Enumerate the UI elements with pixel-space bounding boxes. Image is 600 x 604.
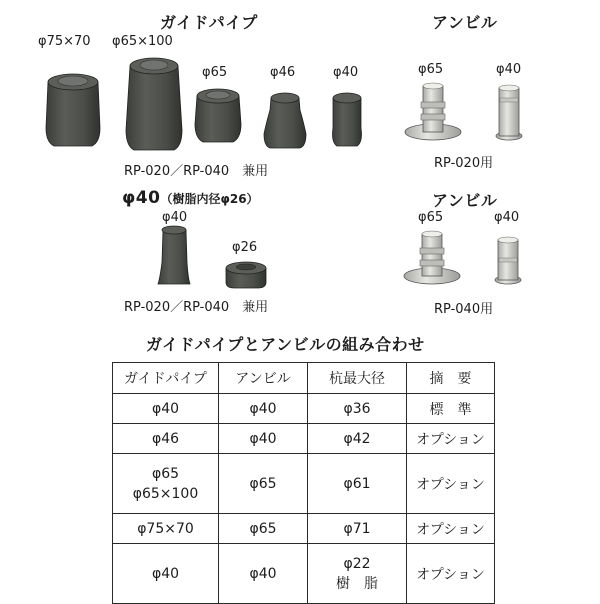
- model-caption-mid: RP-020／RP-040 兼用: [124, 300, 269, 315]
- cell-anvil: φ40: [219, 544, 308, 604]
- anvil-65-rp040: [404, 231, 460, 284]
- cell-guide-line: φ40: [151, 400, 180, 417]
- cell-note: オプション: [407, 544, 495, 604]
- anvil-label-65-top: φ65: [418, 62, 444, 77]
- cell-guide: [113, 544, 219, 604]
- cell-guide-line: φ65: [151, 465, 180, 482]
- cell-anvil: φ40: [219, 424, 308, 454]
- cell-note: オプション: [407, 454, 495, 514]
- pipe-label-65x100: φ65×100: [112, 34, 173, 49]
- cell-anvil: φ65: [219, 454, 308, 514]
- pipe-label-65: φ65: [202, 65, 228, 80]
- cell-max-line: 樹 脂: [336, 575, 378, 592]
- model-caption-anvil-top: RP-020用: [434, 156, 494, 171]
- cell-max: [308, 544, 407, 604]
- combination-table-title: ガイドパイプとアンビルの組み合わせ: [146, 335, 425, 354]
- anvil-40-rp020: [496, 85, 522, 140]
- pipe-label-40: φ40: [333, 65, 359, 80]
- table-row: [113, 514, 495, 544]
- guide-pipe-header: ガイドパイプ: [160, 13, 258, 32]
- cell-guide: [113, 424, 219, 454]
- anvil-40-rp040: [495, 237, 521, 284]
- cell-max-line: φ36: [343, 400, 371, 417]
- cell-max-line: φ22: [343, 555, 371, 572]
- pipe-label-46: φ46: [270, 65, 296, 80]
- resin-pipe-40: [158, 226, 190, 284]
- pipe-46: [264, 93, 306, 148]
- cell-note: オプション: [407, 514, 495, 544]
- anvil-header-bottom: アンビル: [432, 191, 498, 210]
- cell-max: [308, 424, 407, 454]
- col-guide-pipe: ガイドパイプ: [113, 363, 219, 394]
- cell-max: [308, 514, 407, 544]
- resin-header: [122, 188, 259, 208]
- model-caption-anvil-bottom: RP-040用: [434, 302, 494, 317]
- cell-max: [308, 394, 407, 424]
- anvil-65-rp020: [405, 83, 461, 140]
- col-max-pile-diameter: 杭最大径: [308, 363, 407, 394]
- table-row: [113, 394, 495, 424]
- cell-note: 標 準: [407, 394, 495, 424]
- cell-guide-line: φ40: [151, 565, 180, 582]
- cell-max-line: φ71: [343, 520, 371, 537]
- col-remarks: 摘 要: [407, 363, 495, 394]
- cell-max-line: φ61: [343, 475, 371, 492]
- combination-table: [112, 362, 495, 604]
- cell-max-line: φ42: [343, 430, 371, 447]
- anvil-label-65-bottom: φ65: [418, 210, 444, 225]
- model-caption-top: RP-020／RP-040 兼用: [124, 164, 269, 179]
- pipe-75x70: [46, 74, 100, 146]
- cell-max: [308, 454, 407, 514]
- pipe-label-75x70: φ75×70: [38, 34, 91, 49]
- cell-guide-line: φ46: [151, 430, 180, 447]
- resin-cap-26: [226, 262, 266, 288]
- anvil-label-40-top: φ40: [496, 62, 522, 77]
- table-row: [113, 424, 495, 454]
- pipe-40: [333, 93, 362, 146]
- resin-label-26: φ26: [232, 240, 258, 255]
- cell-note: オプション: [407, 424, 495, 454]
- cell-anvil: φ40: [219, 394, 308, 424]
- col-anvil: アンビル: [219, 363, 308, 394]
- cell-guide-line: φ75×70: [137, 520, 194, 537]
- pipe-65x100: [126, 58, 182, 150]
- resin-header-note: （樹脂内径φ26）: [160, 192, 259, 206]
- cell-guide: [113, 514, 219, 544]
- anvil-label-40-bottom: φ40: [494, 210, 520, 225]
- table-row: [113, 544, 495, 604]
- resin-header-main: φ40: [122, 188, 161, 208]
- cell-guide: [113, 394, 219, 424]
- table-row: [113, 454, 495, 514]
- pipe-65: [195, 89, 241, 142]
- cell-guide-line: φ65×100: [132, 485, 199, 502]
- anvil-header-top: アンビル: [432, 13, 498, 32]
- table-header-row: [113, 363, 495, 394]
- resin-label-40: φ40: [162, 210, 188, 225]
- cell-anvil: φ65: [219, 514, 308, 544]
- cell-guide: [113, 454, 219, 514]
